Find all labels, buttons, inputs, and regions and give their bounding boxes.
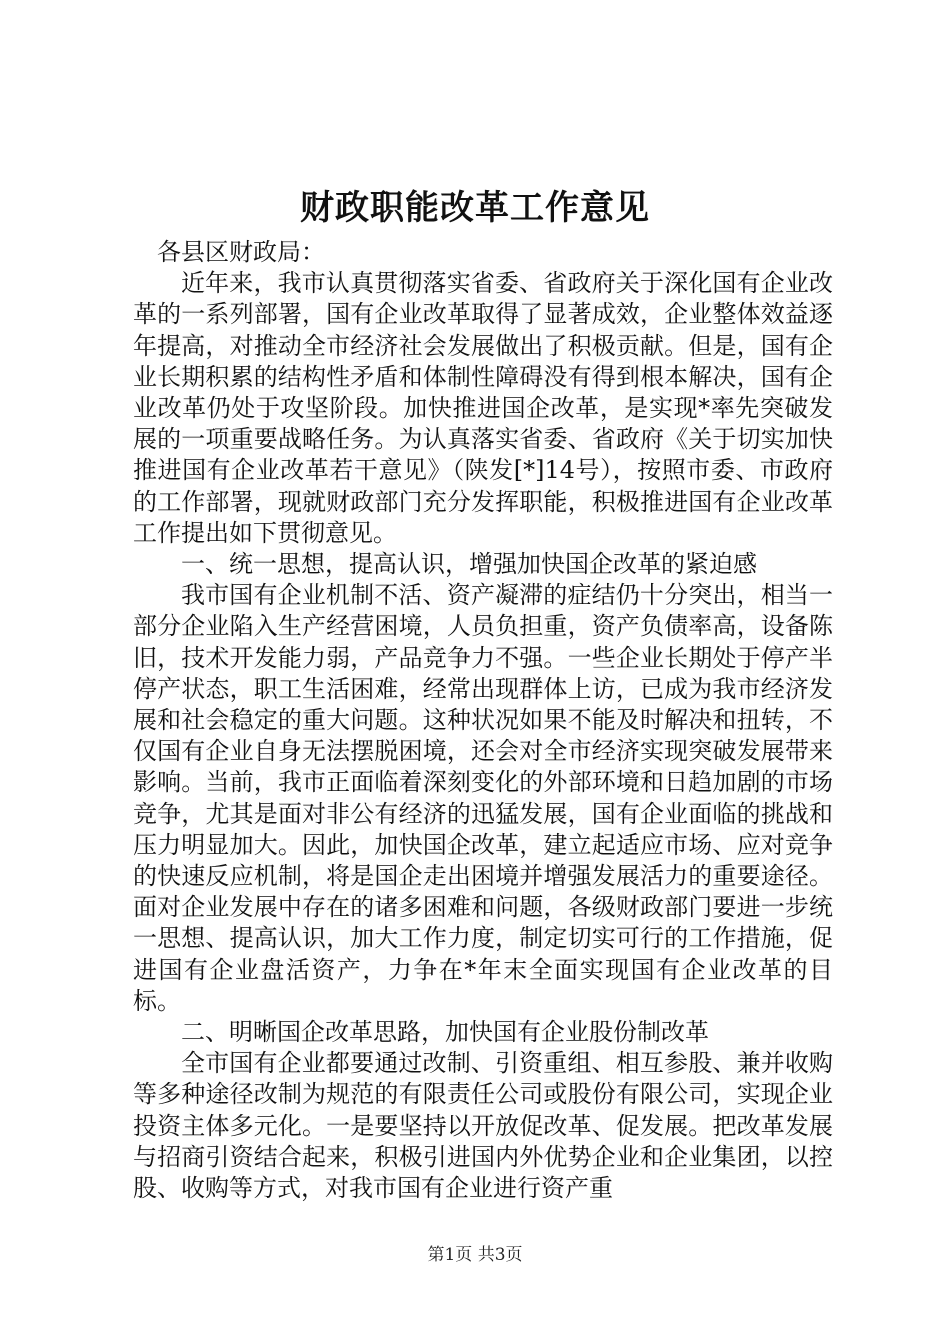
section-heading-2: 二、明晰国企改革思路，加快国有企业股份制改革 [181, 1018, 709, 1047]
page-number-footer: 第1页 共3页 [427, 1245, 523, 1265]
paragraph-intro: 近年来，我市认真贯彻落实省委、省政府关于深化国有企业改革的一系列部署，国有企业改革取得了显著成效，企业整体效益逐年提高，对推动全市经济社会发展做出了积极贡献。但是，国有企业长期积累的结构性矛盾和体制性障碍没有得到根本解决，国有企业改革仍处于攻坚阶段。加快推进国企改革，是实现*率先突破发展的一项重要战略任务。为认真落实省委、省政府《关于切实加快推进国有企业改革若干意见》（陕发[*]14号），按照市委、市政府的工作部署，现就财政部门充分发挥职能，积极推进国有企业改革工作提出如下贯彻意见。 [133, 269, 833, 547]
paragraph-section-2: 全市国有企业都要通过改制、引资重组、相互参股、兼并收购等多种途径改制为规范的有限责任公司或股份有限公司，实现企业投资主体多元化。一是要坚持以开放促改革、促发展。把改革发展与招商引资结合起来，积极引进国内外优势企业和企业集团，以控股、收购等方式，对我市国有企业进行资产重 [133, 1049, 833, 1203]
document-title: 财政职能改革工作意见 [300, 188, 650, 228]
salutation: 各县区财政局： [157, 238, 325, 266]
paragraph-section-1: 我市国有企业机制不活、资产凝滞的症结仍十分突出，相当一部分企业陷入生产经营困境，人员负担重，资产负债率高，设备陈旧，技术开发能力弱，产品竞争力不强。一些企业长期处于停产半停产状态，职工生活困难，经常出现群体上访，已成为我市经济发展和社会稳定的重大问题。这种状况如果不能及时解决和扭转，不仅国有企业自身无法摆脱困境，还会对全市经济实现突破发展带来影响。当前，我市正面临着深刻变化的外部环境和日趋加剧的市场竞争，尤其是面对非公有经济的迅猛发展，国有企业面临的挑战和压力明显加大。因此，加快国企改革，建立起适应市场、应对竞争的快速反应机制，将是国企走出困境并增强发展活力的重要途径。面对企业发展中存在的诸多困难和问题，各级财政部门要进一步统一思想、提高认识，加大工作力度，制定切实可行的工作措施，促进国有企业盘活资产，力争在*年末全面实现国有企业改革的目标。 [133, 581, 833, 1015]
document-body [133, 237, 833, 1204]
section-heading-1: 一、统一思想，提高认识，增强加快国企改革的紧迫感 [181, 550, 757, 579]
